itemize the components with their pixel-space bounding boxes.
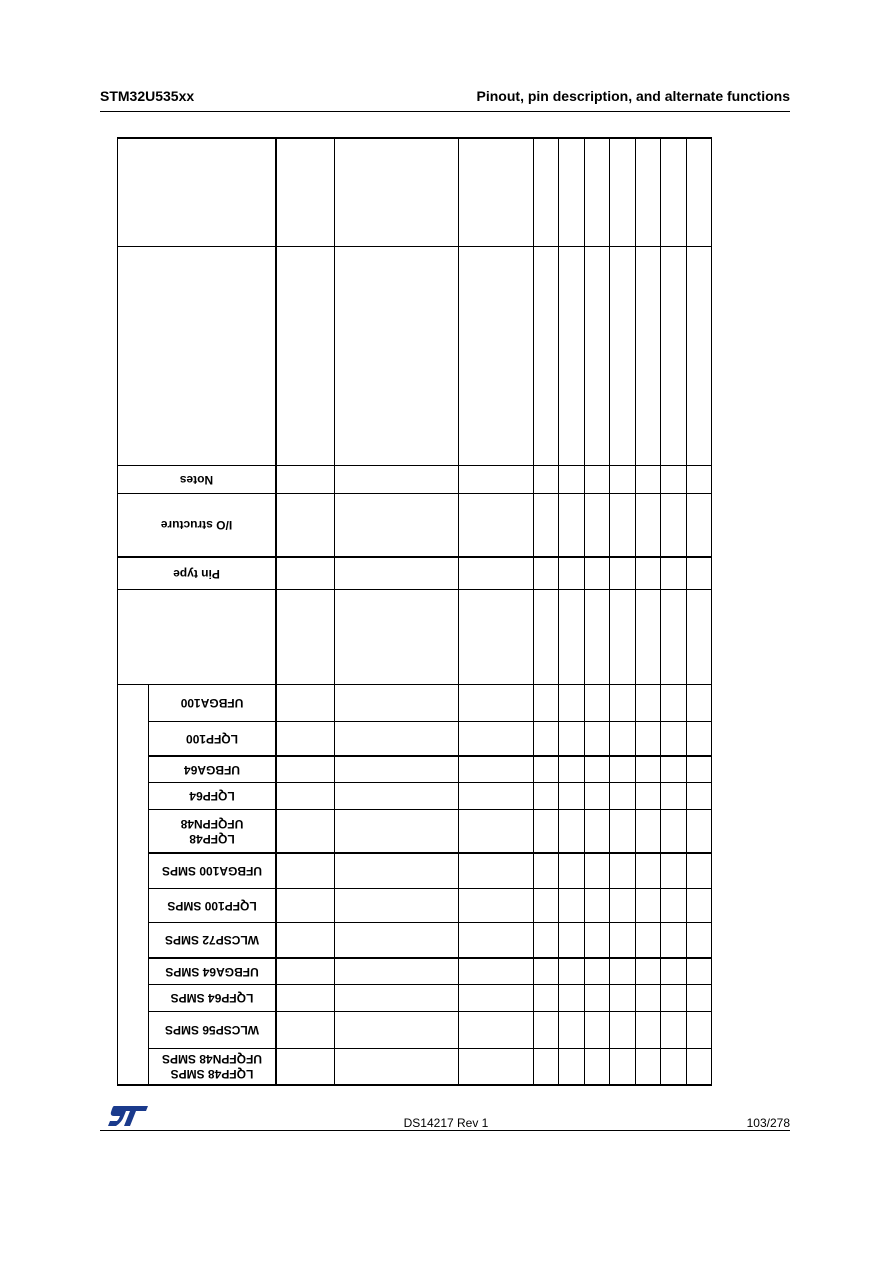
package-label: WLCSP56 SMPS xyxy=(164,1023,260,1038)
io-structure-column-label: I/O structure xyxy=(160,518,233,533)
package-label: LQFP48 UFQFPN48 xyxy=(180,817,244,846)
document-part-number: STM32U535xx xyxy=(100,88,195,104)
package-label: UFBGA100 xyxy=(180,696,244,711)
table-rule xyxy=(117,137,712,139)
table-rule xyxy=(117,137,118,1086)
section-title: Pinout, pin description, and alternate functions xyxy=(476,88,790,104)
table-rule xyxy=(711,137,712,1086)
table-rule xyxy=(117,589,712,590)
table-rule xyxy=(334,137,335,1086)
pin-type-column-label: Pin type xyxy=(173,567,220,581)
package-label: LQFP100 xyxy=(185,732,239,746)
table-rule xyxy=(458,137,459,1086)
table-rule xyxy=(584,137,585,1086)
table-rule xyxy=(609,137,610,1086)
notes-column-label: Notes xyxy=(179,473,214,487)
table-rule xyxy=(117,246,712,247)
table-rule xyxy=(686,137,687,1086)
package-label: UFBGA100 SMPS xyxy=(161,864,263,879)
package-label: UFBGA64 SMPS xyxy=(165,965,259,979)
package-label: LQFP64 xyxy=(189,789,235,804)
package-label: LQFP64 SMPS xyxy=(170,991,254,1006)
table-rule xyxy=(533,137,534,1086)
table-rule xyxy=(275,137,277,1086)
package-label: LQFP48 SMPS UFQFPN48 SMPS xyxy=(161,1052,263,1082)
pin-description-table xyxy=(117,137,712,1086)
package-label: LQFP100 SMPS xyxy=(167,899,257,913)
page-number: 103/278 xyxy=(746,1116,790,1130)
header-rule xyxy=(100,111,790,112)
footer-rule xyxy=(100,1130,790,1131)
table-rule xyxy=(558,137,559,1086)
package-label: WLCSP72 SMPS xyxy=(164,933,260,948)
table-rule xyxy=(660,137,661,1086)
table-rule xyxy=(117,1084,712,1086)
package-label: UFBGA64 xyxy=(184,763,241,777)
table-rule xyxy=(635,137,636,1086)
document-id: DS14217 Rev 1 xyxy=(403,1116,489,1130)
